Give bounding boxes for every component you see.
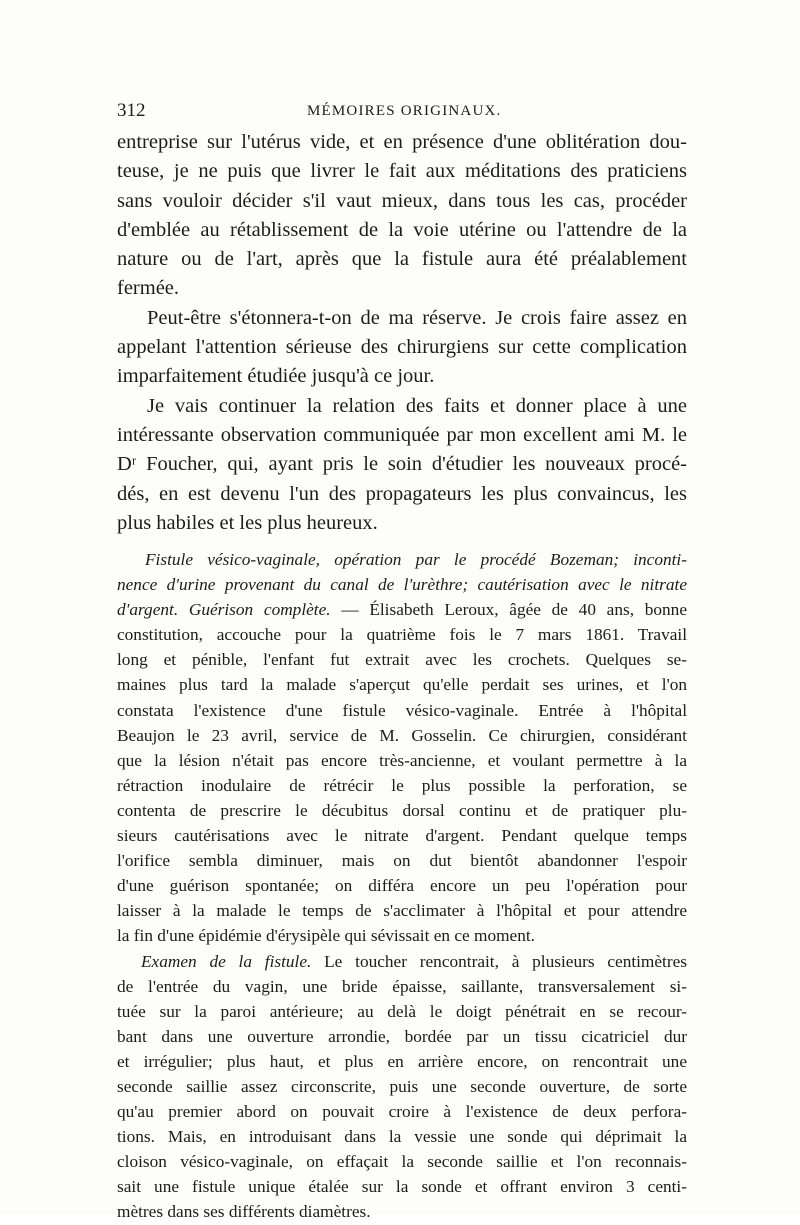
observation-text-line: laisser à la malade le temps de s'acclimater à l'hôpital et pour attendre bbox=[117, 901, 687, 921]
observation-text-line: maines plus tard la malade s'aperçut qu'elle perdait ses urines, et l'on bbox=[117, 675, 687, 695]
observation-text-line bbox=[117, 597, 687, 622]
observation-title-line: Fistule vésico-vaginale, opération par le procédé Bozeman; inconti- bbox=[145, 550, 687, 569]
observation-text-line: et irrégulier; plus haut, et plus en arrière encore, on rencontrait une bbox=[117, 1051, 687, 1071]
text-line: Dʳ Foucher, qui, ayant pris le soin d'étudier les nouveaux procé- bbox=[117, 453, 687, 476]
observation-section bbox=[117, 547, 687, 1225]
observation-text-line: constitution, accouche pour la quatrième fois le 7 mars 1861. Travail bbox=[117, 625, 687, 645]
text-line: nature ou de l'art, après que la fistule aura été préalablement bbox=[117, 248, 687, 271]
text-line: plus habiles et les plus heureux. bbox=[117, 511, 378, 534]
text-line: dés, en est devenu l'un des propagateurs les plus convaincus, les bbox=[117, 482, 687, 505]
observation-text-line: bant dans une ouverture arrondie, bordée par un tissu cicatriciel dur bbox=[117, 1026, 687, 1046]
observation-text-line: tions. Mais, en introduisant dans la vessie une sonde qui déprimait la bbox=[117, 1127, 687, 1147]
observation-text-line: de l'entrée du vagin, une bride épaisse, saillante, transversalement si- bbox=[117, 976, 687, 996]
text-line: imparfaitement étudiée jusqu'à ce jour. bbox=[117, 365, 435, 388]
observation-text-line: la fin d'une épidémie d'érysipèle qui sévissait en ce moment. bbox=[117, 926, 535, 946]
exam-heading: Examen de la fistule. bbox=[141, 951, 312, 971]
observation-text-line: que la lésion n'était pas encore très-ancienne, et voulant permettre à la bbox=[117, 750, 687, 770]
text-line: appelant l'attention sérieuse des chirurgiens sur cette complication bbox=[117, 336, 687, 359]
observation-text-line: cloison vésico-vaginale, on effaçait la seconde saillie et l'on reconnais- bbox=[117, 1152, 687, 1172]
running-head bbox=[117, 100, 687, 126]
text-line: Peut-être s'étonnera-t-on de ma réserve. Je crois faire assez en bbox=[147, 306, 687, 329]
text-line: fermée. bbox=[117, 277, 180, 300]
observation-text-start: — Élisabeth Leroux, âgée de 40 ans, bonne bbox=[330, 600, 687, 620]
page-number: 312 bbox=[117, 100, 146, 121]
observation-text-line: mètres dans ses différents diamètres. bbox=[117, 1202, 371, 1222]
observation-text-line: long et pénible, l'enfant fut extrait avec les crochets. Quelques se- bbox=[117, 650, 687, 670]
observation-text-line: contenta de prescrire le décubitus dorsal continu et de pratiquer plu- bbox=[117, 800, 687, 820]
observation-text-line: seconde saillie assez circonscrite, puis une seconde ouverture, de sorte bbox=[117, 1076, 687, 1096]
observation-text-line: constata l'existence d'une fistule vésico-vaginale. Entrée à l'hôpital bbox=[117, 700, 687, 720]
main-text bbox=[117, 128, 687, 538]
observation-text-line: rétraction inodulaire de rétrécir le plus possible la perforation, se bbox=[117, 775, 687, 795]
observation-text-line: sieurs cautérisations avec le nitrate d'argent. Pendant quelque temps bbox=[117, 826, 687, 846]
observation-text-line: l'orifice sembla diminuer, mais on dut bientôt abandonner l'espoir bbox=[117, 851, 687, 871]
text-line: teuse, je ne puis que livrer le fait aux méditations des praticiens bbox=[117, 160, 687, 183]
observation-text-line: Beaujon le 23 avril, service de M. Gosselin. Ce chirurgien, considérant bbox=[117, 725, 687, 745]
text-line: entreprise sur l'utérus vide, et en présence d'une oblitération dou- bbox=[117, 131, 687, 153]
observation-text-line: qu'au premier abord on pouvait croire à l'existence de deux perfora- bbox=[117, 1102, 687, 1122]
exam-text-start: Le toucher rencontrait, à plusieurs centimètres bbox=[311, 951, 687, 971]
text-line: Je vais continuer la relation des faits et donner place à une bbox=[147, 394, 687, 417]
observation-title-line: nence d'urine provenant du canal de l'urèthre; cautérisation avec le nitrate bbox=[117, 575, 687, 595]
text-line: d'emblée au rétablissement de la voie utérine ou l'attendre de la bbox=[117, 218, 687, 241]
observation-text-line: d'une guérison spontanée; on différa encore un peu l'opération pour bbox=[117, 876, 687, 896]
running-title: MÉMOIRES ORIGINAUX. bbox=[307, 103, 502, 119]
text-line: sans vouloir décider s'il vaut mieux, dans tous les cas, procéder bbox=[117, 189, 687, 212]
observation-title-end: d'argent. Guérison complète. bbox=[117, 600, 331, 620]
observation-text-line bbox=[117, 949, 687, 974]
observation-text-line: sait une fistule unique étalée sur la sonde et offrant environ 3 centi- bbox=[117, 1177, 687, 1197]
observation-text-line: tuée sur la paroi antérieure; au delà le doigt pénétrait en se recour- bbox=[117, 1001, 687, 1021]
text-line: intéressante observation communiquée par mon excellent ami M. le bbox=[117, 423, 687, 446]
